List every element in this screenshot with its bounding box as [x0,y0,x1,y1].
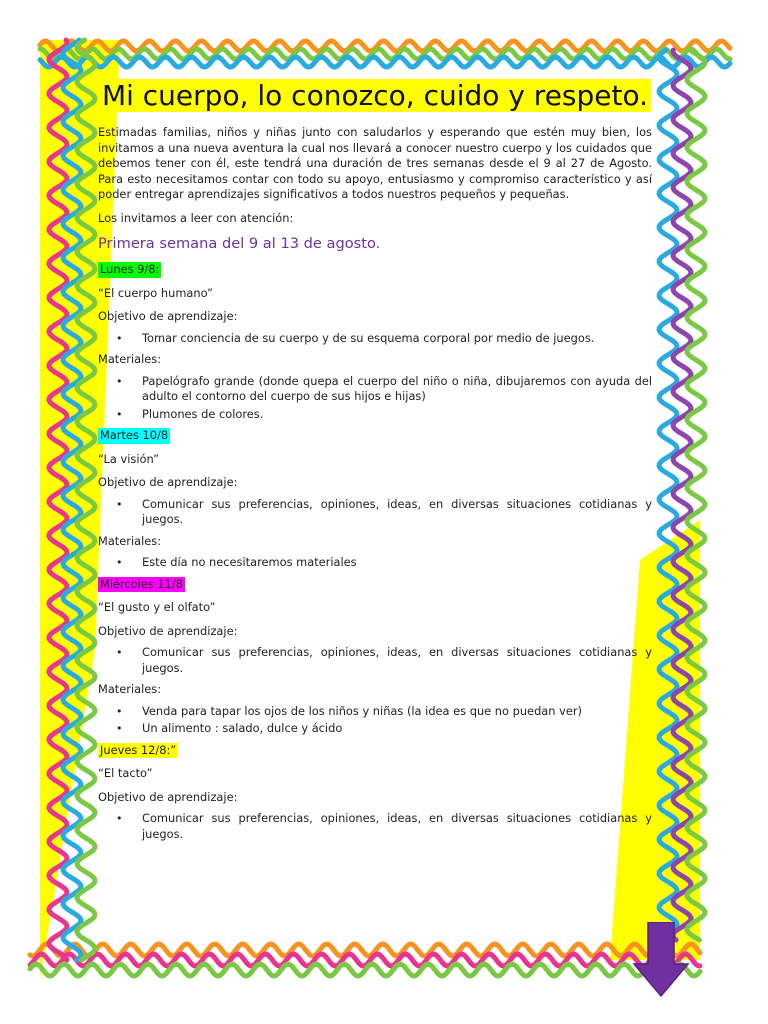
list-item: • Comunicar sus preferencias, opiniones, ideas, en diversas situaciones cotidianas y juegos. [142,811,652,842]
objective-label: Objetivo de aprendizaje: [98,789,238,804]
day-label: Lunes 9/8: [100,262,160,276]
days-list [98,262,652,842]
day-label: Jueves 12/8:” [100,742,177,757]
intro-paragraph: Estimadas familias, niños y niñas junto con saludarlos y esperando que estén muy bien, los invitamos a una nueva aventura la cual nos llevará a conocer nuestro cuerpo y los cuidados que debemos tener con él, este tendrá una duración de tres semanas desde el 9 al 27 de Agosto. Para esto necesitamos contar con todo su apoyo, entusiasmo y compromiso característico y así poder entregar aprendizajes significativos a todos nuestros pequeños y pequeñas. [98,125,652,201]
list-item: • Comunicar sus preferencias, opiniones, ideas, en diversas situaciones cotidianas y juegos. [142,497,652,528]
day-topic: “El gusto y el olfato” [98,600,216,614]
invite-text: Los invitamos a leer con atención: [98,210,294,225]
title-block [98,78,652,113]
materials-label: Materiales: [98,682,162,696]
materials-label: Materiales: [98,352,162,366]
day-topic: “La visión” [98,451,159,466]
list-item: • Papelógrafo grande (donde quepa el cuerpo del niño o niña, dibujaremos con ayuda del adulto el contorno del cuerpo de sus hijos e hijas) [142,374,652,405]
page-title: Mi cuerpo, lo conozco, cuido y respeto. [99,79,651,112]
materials-list [98,374,652,423]
day-section [98,262,652,422]
materials-list [98,555,652,571]
document-body [98,78,652,848]
objectives-list [98,811,652,842]
list-item: • Tomar conciencia de su cuerpo y de su esquema corporal por medio de juegos. [142,331,652,347]
list-item: • Un alimento : salado, dulce y ácido [142,721,652,737]
objectives-list [98,497,652,528]
day-label: Martes 10/8 [100,428,169,442]
list-item: • Venda para tapar los ojos de los niños y niñas (la idea es que no puedan ver) [142,704,652,720]
day-label: Miércoles 11/8 [100,576,183,591]
day-section [98,577,652,737]
materials-label: Materiales: [98,533,162,548]
day-section [98,428,652,571]
list-item: • Este día no necesitaremos materiales [142,555,652,571]
materials-list [98,704,652,737]
list-item: • Comunicar sus preferencias, opiniones, ideas, en diversas situaciones cotidianas y juegos. [142,645,652,676]
objectives-list [98,645,652,676]
objective-label: Objetivo de aprendizaje: [98,475,238,489]
objective-label: Objetivo de aprendizaje: [98,309,238,323]
list-item: • Plumones de colores. [142,407,652,423]
arrow-down-icon [632,922,690,998]
week-heading: Primera semana del 9 al 13 de agosto. [98,235,381,252]
day-section [98,743,652,843]
objectives-list [98,331,652,347]
objective-label: Objetivo de aprendizaje: [98,623,238,638]
day-topic: “El tacto” [98,766,153,780]
day-topic: “El cuerpo humano” [98,285,214,300]
